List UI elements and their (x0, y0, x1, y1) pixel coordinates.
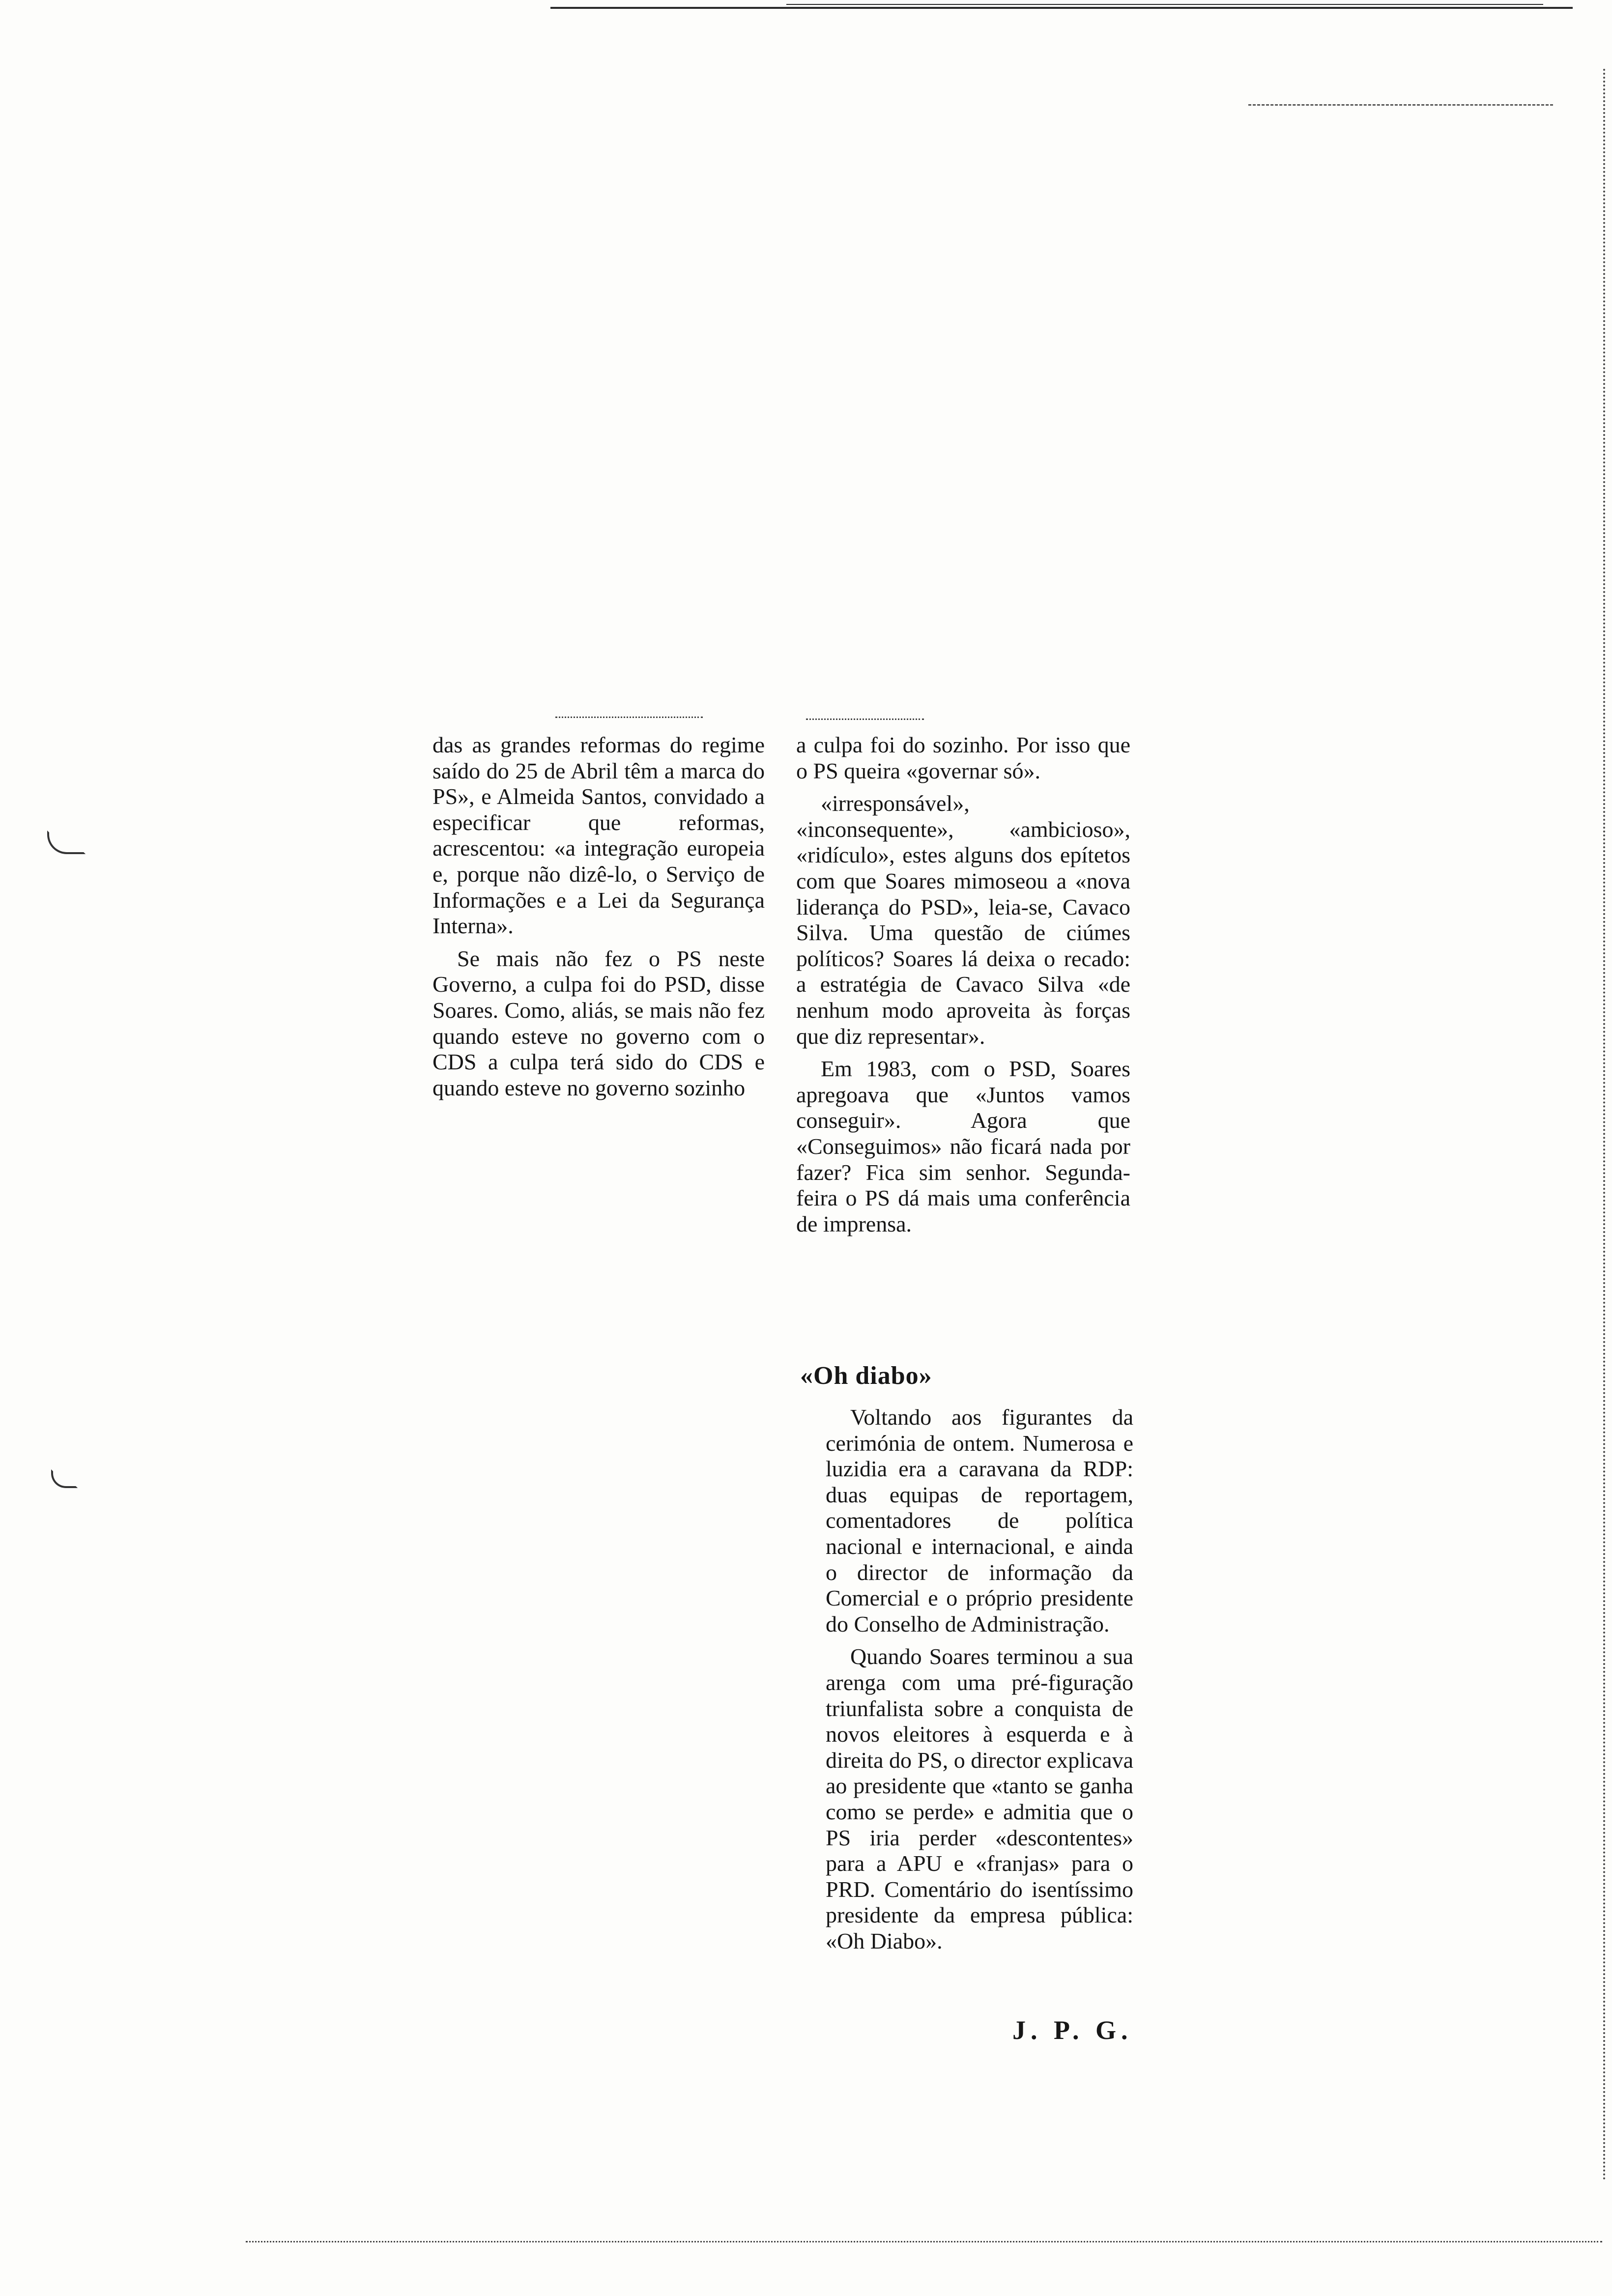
article-column-right-bottom (826, 1405, 1133, 1954)
paragraph: Se mais não fez o PS neste Governo, a culpa foi do PSD, disse Soares. Como, aliás, se mais não fez quando esteve no governo com o CDS a culpa terá sido do CDS e quando esteve no governo sozinho (432, 946, 765, 1100)
scan-top-rule (550, 7, 1573, 9)
scan-bottom-noise (246, 2241, 1602, 2242)
article-column-left (432, 732, 765, 1101)
scan-hole-mark-upper (47, 831, 86, 854)
scan-hole-mark-lower (51, 1469, 78, 1488)
paragraph: «irresponsável», «inconsequente», «ambicioso», «ridículo», estes alguns dos epítetos com que Soares mimoseou a «nova liderança do PSD», leia-se, Cavaco Silva. Uma questão de ciúmes políticos? Soares lá deixa o recado: a estratégia de Cavaco Silva «de nenhum modo aproveita às forças que diz representar». (796, 791, 1130, 1049)
article-column-right-top (796, 732, 1130, 1237)
column-top-speck-right (806, 718, 924, 720)
paragraph: Quando Soares terminou a sua arenga com uma pré-figuração triunfalista sobre a conquista de novos eleitores à esquerda e à direita do PS, o director explicava ao presidente que «tanto se ganha como se perde» e admitia que o PS iria perder «descontentes» para a APU e «franjas» para o PRD. Comentário do isentíssimo presidente da empresa pública: «Oh Diabo». (826, 1644, 1133, 1953)
author-signature: J. P. G. (1012, 2015, 1133, 2045)
column-top-speck-left (555, 717, 703, 718)
scan-top-dash (1248, 104, 1553, 106)
paragraph: das as grandes reformas do regime saído do 25 de Abril têm a marca do PS», e Almeida Santos, convidado a especificar que reformas, acrescentou: «a integração europeia e, porque não dizê-lo, o Serviço de Informações e a Lei da Segurança Interna». (432, 732, 765, 939)
paragraph: a culpa foi do sozinho. Por isso que o PS queira «governar só». (796, 732, 1130, 783)
scan-top-rule-short (786, 4, 1543, 5)
paragraph: Voltando aos figurantes da cerimónia de ontem. Numerosa e luzidia era a caravana da RDP: duas equipas de reportagem, comentadores de política nacional e internacional, e ainda o director de informação da Comercial e o próprio presidente do Conselho de Administração. (826, 1405, 1133, 1636)
section-subheading: «Oh diabo» (800, 1362, 932, 1390)
paragraph: Em 1983, com o PSD, Soares apregoava que «Juntos vamos conseguir». Agora que «Conseguimos» não ficará nada por fazer? Fica sim senhor. Segunda-feira o PS dá mais uma conferência de imprensa. (796, 1056, 1130, 1236)
scan-right-edge (1603, 69, 1605, 2182)
